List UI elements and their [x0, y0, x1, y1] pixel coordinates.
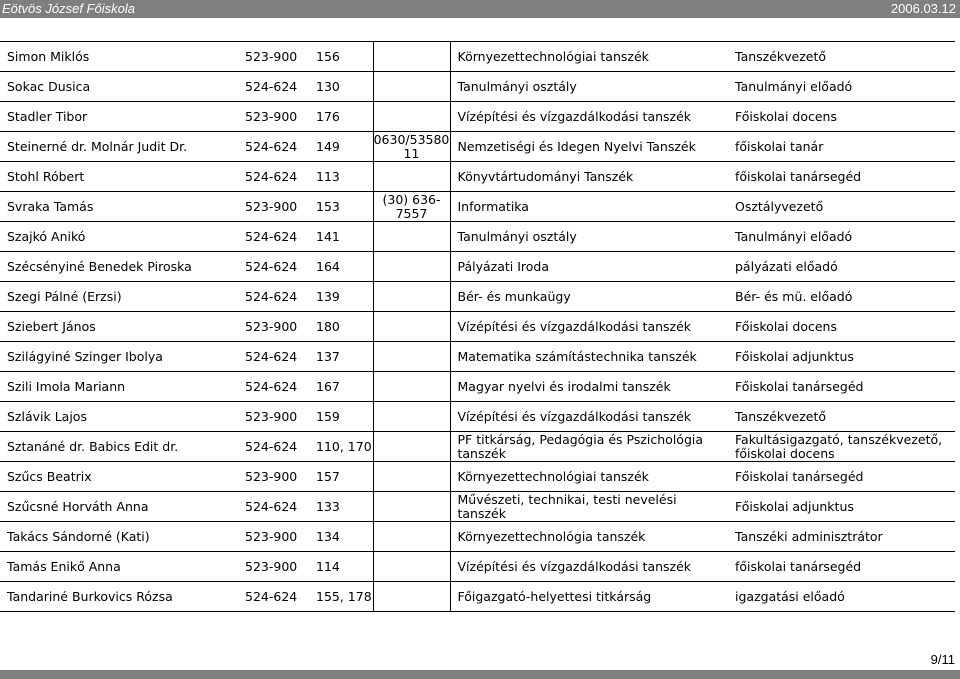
cell-name: Takács Sándorné (Kati)	[0, 522, 238, 552]
cell-title: Főiskolai docens	[728, 312, 955, 342]
document-header	[0, 0, 960, 18]
cell-title: Főiskolai adjunktus	[728, 342, 955, 372]
page-number: 9/11	[930, 652, 955, 667]
cell-title: Osztályvezető	[728, 192, 955, 222]
cell-code: 524-624	[238, 282, 309, 312]
footer-bar	[0, 670, 960, 679]
table-row	[0, 462, 955, 492]
cell-name: Szajkó Anikó	[0, 222, 238, 252]
cell-department: Bér- és munkaügy	[450, 282, 728, 312]
cell-department: Vízépítési és vízgazdálkodási tanszék	[450, 552, 728, 582]
cell-room: 134	[309, 522, 373, 552]
cell-department: Főigazgató-helyettesi titkárság	[450, 582, 728, 612]
cell-name: Szili Imola Mariann	[0, 372, 238, 402]
cell-room: 167	[309, 372, 373, 402]
cell-phone	[373, 552, 450, 582]
cell-code: 523-900	[238, 462, 309, 492]
cell-title: főiskolai tanár	[728, 132, 955, 162]
cell-phone	[373, 102, 450, 132]
table-row	[0, 372, 955, 402]
cell-code: 524-624	[238, 162, 309, 192]
cell-room: 176	[309, 102, 373, 132]
staff-directory-table	[0, 41, 955, 612]
cell-title: Tanszékvezető	[728, 402, 955, 432]
table-row	[0, 402, 955, 432]
cell-name: Szegi Pálné (Erzsi)	[0, 282, 238, 312]
cell-name: Szécsényiné Benedek Piroska	[0, 252, 238, 282]
table-row	[0, 492, 955, 522]
cell-code: 523-900	[238, 42, 309, 72]
table-row	[0, 342, 955, 372]
table-row	[0, 192, 955, 222]
cell-phone	[373, 342, 450, 372]
table-row	[0, 282, 955, 312]
cell-code: 524-624	[238, 492, 309, 522]
cell-name: Steinerné dr. Molnár Judit Dr.	[0, 132, 238, 162]
cell-name: Szlávik Lajos	[0, 402, 238, 432]
cell-code: 524-624	[238, 432, 309, 462]
cell-room: 149	[309, 132, 373, 162]
cell-phone	[373, 492, 450, 522]
cell-room: 137	[309, 342, 373, 372]
cell-name: Tandariné Burkovics Rózsa	[0, 582, 238, 612]
cell-phone	[373, 162, 450, 192]
cell-code: 523-900	[238, 552, 309, 582]
cell-room: 114	[309, 552, 373, 582]
cell-phone	[373, 312, 450, 342]
cell-title: Tanulmányi előadó	[728, 72, 955, 102]
cell-title: főiskolai tanársegéd	[728, 162, 955, 192]
cell-department: Pályázati Iroda	[450, 252, 728, 282]
cell-code: 524-624	[238, 342, 309, 372]
table-row	[0, 582, 955, 612]
cell-phone	[373, 42, 450, 72]
table-row	[0, 312, 955, 342]
cell-department: Magyar nyelvi és irodalmi tanszék	[450, 372, 728, 402]
cell-code: 523-900	[238, 312, 309, 342]
cell-phone	[373, 252, 450, 282]
cell-phone: (30) 636-7557	[373, 192, 450, 222]
cell-code: 524-624	[238, 132, 309, 162]
cell-department: Vízépítési és vízgazdálkodási tanszék	[450, 402, 728, 432]
cell-department: Könyvtártudományi Tanszék	[450, 162, 728, 192]
cell-name: Szilágyiné Szinger Ibolya	[0, 342, 238, 372]
cell-code: 524-624	[238, 582, 309, 612]
cell-room: 156	[309, 42, 373, 72]
cell-name: Sokac Dusica	[0, 72, 238, 102]
table-row	[0, 42, 955, 72]
table-row	[0, 132, 955, 162]
cell-name: Tamás Enikő Anna	[0, 552, 238, 582]
table-row	[0, 72, 955, 102]
table-row	[0, 252, 955, 282]
cell-name: Stadler Tibor	[0, 102, 238, 132]
cell-title: Tanszéki adminisztrátor	[728, 522, 955, 552]
cell-department: Környezettechnológia tanszék	[450, 522, 728, 552]
cell-phone: 0630/53580 11	[373, 131, 450, 161]
table-body	[0, 42, 955, 612]
cell-department: Tanulmányi osztály	[450, 222, 728, 252]
cell-title: Főiskolai tanársegéd	[728, 372, 955, 402]
cell-department: PF titkárság, Pedagógia és Pszichológia tanszék	[450, 432, 728, 462]
table-row	[0, 222, 955, 252]
cell-room: 155, 178	[309, 582, 373, 612]
cell-phone	[373, 522, 450, 552]
cell-title: főiskolai tanársegéd	[728, 552, 955, 582]
cell-department: Környezettechnológiai tanszék	[450, 462, 728, 492]
cell-department: Nemzetiségi és Idegen Nyelvi Tanszék	[450, 132, 728, 162]
cell-phone	[373, 402, 450, 432]
cell-name: Szűcs Beatrix	[0, 462, 238, 492]
cell-phone	[373, 72, 450, 102]
cell-phone	[373, 462, 450, 492]
cell-room: 153	[309, 192, 373, 222]
cell-phone	[373, 222, 450, 252]
cell-department: Informatika	[450, 192, 728, 222]
cell-title: Főiskolai tanársegéd	[728, 462, 955, 492]
cell-title: Fakultásigazgató, tanszékvezető, főiskolai docens	[728, 432, 955, 462]
cell-room: 164	[309, 252, 373, 282]
cell-name: Svraka Tamás	[0, 192, 238, 222]
cell-room: 110, 170	[309, 432, 373, 462]
table-row	[0, 522, 955, 552]
cell-code: 523-900	[238, 102, 309, 132]
cell-department: Művészeti, technikai, testi nevelési tanszék	[450, 492, 728, 522]
table-row	[0, 102, 955, 132]
cell-department: Vízépítési és vízgazdálkodási tanszék	[450, 102, 728, 132]
cell-name: Sztanáné dr. Babics Edit dr.	[0, 432, 238, 462]
institution-name: Eötvös József Főiskola	[2, 1, 135, 16]
cell-room: 180	[309, 312, 373, 342]
cell-name: Szűcsné Horváth Anna	[0, 492, 238, 522]
cell-room: 157	[309, 462, 373, 492]
cell-title: Tanszékvezető	[728, 42, 955, 72]
cell-phone	[373, 282, 450, 312]
cell-name: Sziebert János	[0, 312, 238, 342]
cell-code: 524-624	[238, 72, 309, 102]
cell-title: Bér- és mü. előadó	[728, 282, 955, 312]
table-row	[0, 552, 955, 582]
cell-title: Tanulmányi előadó	[728, 222, 955, 252]
cell-name: Stohl Róbert	[0, 162, 238, 192]
cell-name: Simon Miklós	[0, 42, 238, 72]
cell-phone	[373, 582, 450, 612]
table-row	[0, 162, 955, 192]
cell-title: Főiskolai adjunktus	[728, 492, 955, 522]
cell-code: 523-900	[238, 192, 309, 222]
cell-room: 133	[309, 492, 373, 522]
cell-department: Környezettechnológiai tanszék	[450, 42, 728, 72]
cell-department: Vízépítési és vízgazdálkodási tanszék	[450, 312, 728, 342]
cell-code: 523-900	[238, 402, 309, 432]
cell-room: 139	[309, 282, 373, 312]
cell-code: 524-624	[238, 222, 309, 252]
cell-title: igazgatási előadó	[728, 582, 955, 612]
cell-code: 524-624	[238, 372, 309, 402]
cell-code: 523-900	[238, 522, 309, 552]
cell-department: Matematika számítástechnika tanszék	[450, 342, 728, 372]
cell-title: Főiskolai docens	[728, 102, 955, 132]
cell-room: 113	[309, 162, 373, 192]
cell-room: 130	[309, 72, 373, 102]
cell-department: Tanulmányi osztály	[450, 72, 728, 102]
cell-phone	[373, 432, 450, 462]
cell-phone	[373, 372, 450, 402]
cell-room: 141	[309, 222, 373, 252]
table-row	[0, 432, 955, 462]
cell-room: 159	[309, 402, 373, 432]
cell-code: 524-624	[238, 252, 309, 282]
cell-title: pályázati előadó	[728, 252, 955, 282]
document-date: 2006.03.12	[890, 1, 956, 16]
